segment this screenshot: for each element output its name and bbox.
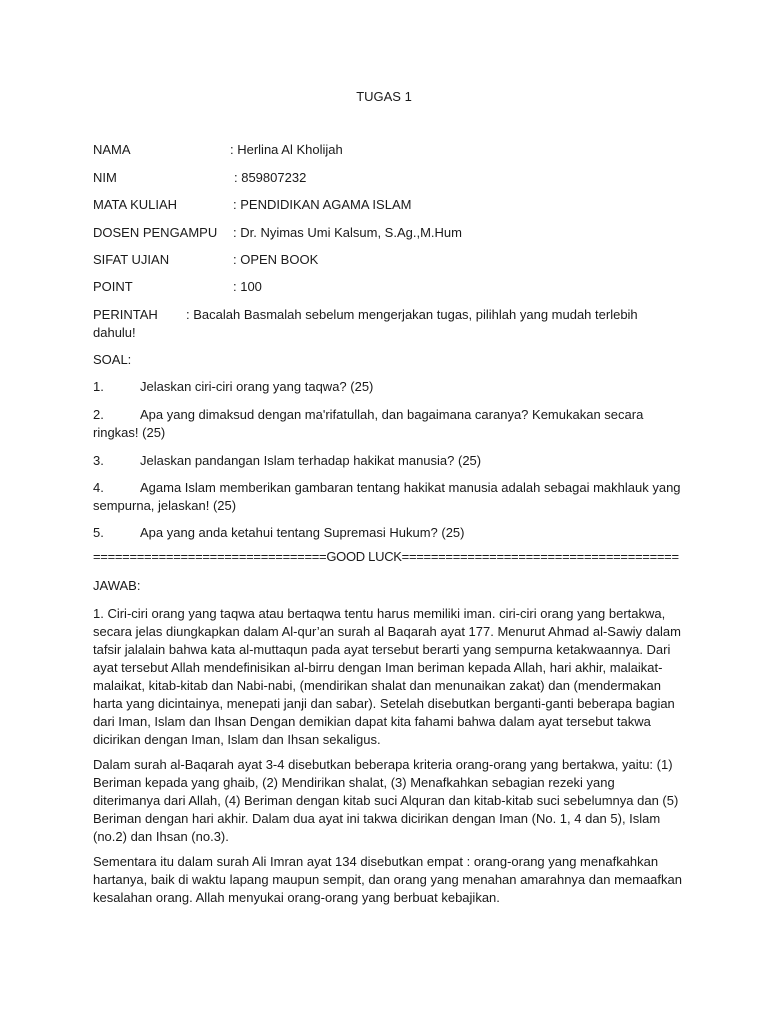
perintah-text: : Bacalah Basmalah sebelum mengerjakan tugas, pilihlah yang mudah terlebih dahulu!: [93, 307, 638, 340]
question-text: Jelaskan ciri-ciri orang yang taqwa? (25): [140, 379, 374, 394]
question-item: [93, 524, 683, 542]
question-item: [93, 479, 683, 515]
answer-paragraph: 1. Ciri-ciri orang yang taqwa atau bertaqwa tentu harus memiliki iman. ciri-ciri orang yang bertakwa, secara jelas diungkapkan dalam Al-qur’an surah al Baqarah ayat 177. Menurut Ahmad al-Sawiy dalam tafsir jalalain bahwa kata al-muttaqun pada ayat tersebut berarti yang sempurna ketakwaannya. Dari ayat tersebut Allah mendefinisikan al-birru dengan Iman beriman kepada Allah, hari akhir, malaikat-malaikat, kitab-kitab dan Nabi-nabi, (mendirikan shalat dan menunaikan zakat) dan (mendermakan harta yang dicintainya, menepati janji dan sabar). Setelah disebutkan berganti-ganti beberapa bagian dari Iman, Islam dan Ihsan Dengan demikian dapat kita fahami bahwa dalam ayat tersebut takwa dicirikan dengan Iman, Islam dan Ihsan sekaligus.: [93, 606, 681, 747]
field-mata-kuliah: [93, 197, 683, 215]
answer-paragraph: Dalam surah al-Baqarah ayat 3-4 disebutkan beberapa kriteria orang-orang yang bertakwa, yaitu: (1) Beriman kepada yang ghaib, (2) Mendirikan shalat, (3) Menafkahkan sebagian rezeki yang diterimanya dari Allah, (4) Beriman dengan kitab suci Alquran dan kitab-kitab suci sebelumnya dan (5) Beriman dengan hari akhir. Dalam dua ayat ini takwa dicirikan dengan Iman (No. 1, 4 dan 5), Islam (no.2) dan Ihsan (no.3).: [93, 757, 679, 844]
answer-paragraph: Sementara itu dalam surah Ali Imran ayat 134 disebutkan empat : orang-orang yang menafkahkan hartanya, baik di waktu lapang maupun sempit, dan orang yang menahan amarahnya dan memaafkan kesalahan orang. Allah menyukai orang-orang yang berbuat kebajikan.: [93, 854, 682, 905]
field-nim: [93, 170, 683, 188]
field-label: DOSEN PENGAMPU: [93, 225, 218, 240]
field-label: NIM: [93, 170, 117, 185]
field-dosen-pengampu: [93, 225, 683, 243]
perintah-paragraph: [93, 306, 683, 342]
field-label: MATA KULIAH: [93, 197, 178, 212]
field-value: : Herlina Al Kholijah: [230, 142, 343, 157]
field-value: : Dr. Nyimas Umi Kalsum, S.Ag.,M.Hum: [233, 225, 462, 240]
question-text: Apa yang dimaksud dengan ma'rifatullah, dan bagaimana caranya? Kemukakan secara ringkas! (25): [93, 407, 644, 440]
question-text: Apa yang anda ketahui tentang Supremasi Hukum? (25): [140, 525, 465, 540]
field-sifat-ujian: [93, 252, 683, 270]
question-number: 5.: [93, 525, 104, 540]
question-number: 4.: [93, 480, 104, 495]
field-value: : 859807232: [234, 170, 307, 185]
question-item: [93, 378, 683, 396]
field-label: POINT: [93, 279, 133, 294]
good-luck-divider: ================================GOOD LUCK======================================: [93, 549, 679, 564]
field-value: : OPEN BOOK: [233, 252, 319, 267]
question-number: 2.: [93, 407, 104, 422]
question-text: Jelaskan pandangan Islam terhadap hakikat manusia? (25): [140, 453, 482, 468]
field-value: : 100: [233, 279, 262, 294]
field-label: NAMA: [93, 142, 131, 157]
question-text: Agama Islam memberikan gambaran tentang hakikat manusia adalah sebagai makhlauk yang sempurna, jelaskan! (25): [93, 480, 681, 513]
question-item: [93, 452, 683, 470]
field-value: : PENDIDIKAN AGAMA ISLAM: [233, 197, 412, 212]
field-point: [93, 279, 683, 297]
perintah-label: PERINTAH: [93, 307, 158, 322]
document-title: TUGAS 1: [356, 89, 412, 104]
soal-heading: SOAL:: [93, 352, 132, 367]
jawab-heading: JAWAB:: [93, 578, 141, 593]
field-nama: [93, 142, 683, 160]
question-item: [93, 406, 683, 442]
question-number: 1.: [93, 379, 104, 394]
question-number: 3.: [93, 453, 104, 468]
field-label: SIFAT UJIAN: [93, 252, 170, 267]
